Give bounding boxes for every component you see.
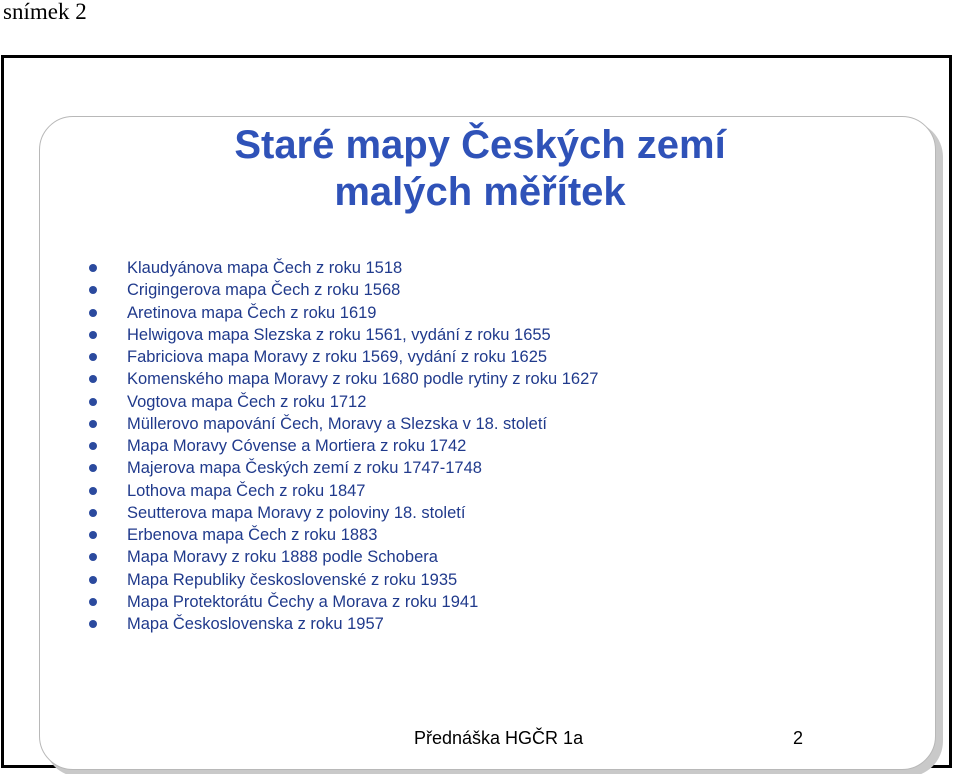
list-item-text: Majerova mapa Českých zemí z roku 1747-1748 [127,459,482,478]
list-item [89,346,598,368]
list-item-text: Müllerovo mapování Čech, Moravy a Slezska v 18. století [127,414,548,433]
list-item [89,435,598,457]
bullet-icon [89,353,97,361]
list-item [89,302,598,324]
list-item [89,368,598,390]
bullet-icon [89,331,97,339]
list-item [89,257,598,279]
list-item-text: Mapa Moravy z roku 1888 podle Schobera [127,548,438,567]
bullet-icon [89,464,97,472]
list-item-text: Klaudyánova mapa Čech z roku 1518 [127,259,403,277]
list-item [89,591,598,613]
list-item-text: Fabriciova mapa Moravy z roku 1569, vydání z roku 1625 [127,348,548,366]
slide-title-line-2: malých měřítek [334,170,626,214]
list-item-text: Erbenova mapa Čech z roku 1883 [127,526,378,544]
bullet-icon [89,620,97,628]
bullet-icon [89,553,97,561]
list-item-text: Lothova mapa Čech z roku 1847 [127,481,366,500]
list-item-text: Seutterova mapa Moravy z poloviny 18. století [127,503,466,522]
list-item-text: Helwigova mapa Slezska z roku 1561, vydání z roku 1655 [127,325,551,344]
bullet-icon [89,487,97,495]
list-item-text: Vogtova mapa Čech z roku 1712 [127,392,367,411]
bullet-icon [89,509,97,517]
list-item [89,524,598,546]
list-item [89,457,598,479]
slide-title-line-1: Staré mapy Českých zemí [234,123,726,167]
bullet-icon [89,420,97,428]
list-item [89,569,598,591]
list-item [89,324,598,346]
bullet-icon [89,309,97,317]
list-item [89,546,598,568]
bullet-icon [89,576,97,584]
list-item [89,613,598,635]
list-item-text: Crigingerova mapa Čech z roku 1568 [127,281,401,300]
slide-caption: snímek 2 [3,0,87,24]
bullet-icon [89,398,97,406]
list-item [89,413,598,435]
bullet-icon [89,442,97,450]
map-list [89,257,598,635]
bullet-icon [89,375,97,383]
list-item [89,480,598,502]
bullet-icon [89,531,97,539]
list-item-text: Komenského mapa Moravy z roku 1680 podle rytiny z roku 1627 [127,370,599,389]
list-item [89,391,598,413]
list-item-text: Mapa Republiky československé z roku 1935 [127,570,458,589]
footer-text: Přednáška HGČR 1a [414,728,584,748]
page-number: 2 [793,728,804,748]
bullet-icon [89,264,97,272]
bullet-icon [89,286,97,294]
list-item-text: Mapa Československa z roku 1957 [127,615,384,633]
list-item-text: Mapa Moravy Cóvense a Mortiera z roku 1742 [127,437,467,455]
list-item [89,502,598,524]
list-item-text: Aretinova mapa Čech z roku 1619 [127,303,377,322]
bullet-icon [89,598,97,606]
list-item-text: Mapa Protektorátu Čechy a Morava z roku 1941 [127,592,479,611]
list-item [89,279,598,301]
slide-title [80,122,880,216]
